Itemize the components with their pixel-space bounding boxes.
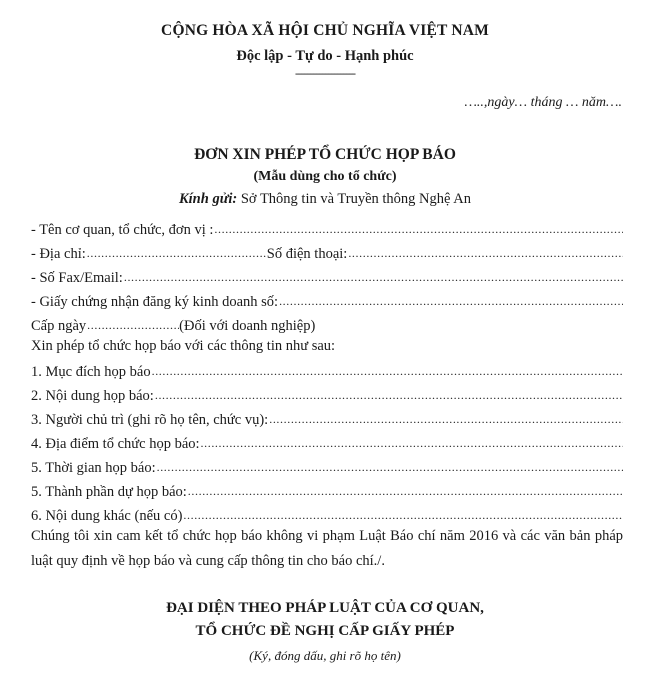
request-item-blank[interactable] [188,482,623,496]
request-item-label: 6. Nội dung khác (nếu có) [31,508,183,524]
fax-email-field [31,268,623,288]
issue-date-blank[interactable] [87,316,179,330]
request-item-label: 2. Nội dung họp báo: [31,388,154,404]
org-name-blank[interactable] [214,220,623,234]
signature-instruction: (Ký, đóng dấu, ghi rõ họ tên) [249,648,401,663]
request-item-blank[interactable] [155,386,623,400]
request-item [31,458,623,478]
request-intro: Xin phép tổ chức họp báo với các thông tin như sau: [31,338,336,354]
license-blank[interactable] [279,292,623,306]
document-subtitle: (Mẫu dùng cho tổ chức) [253,169,397,184]
recipient-label: Kính gửi: [178,191,238,207]
issue-date-label: Cấp ngày [31,318,87,334]
address-blank[interactable] [87,244,267,258]
nation-heading: CỘNG HÒA XÃ HỘI CHỦ NGHĨA VIỆT NAM [161,22,489,39]
address-phone-field [31,244,623,264]
request-item-label: 4. Địa điểm tổ chức họp báo: [31,436,200,452]
motto-heading: Độc lập - Tự do - Hạnh phúc [236,48,414,64]
request-item-label: 5. Thành phần dự họp báo: [31,484,187,500]
commitment-paragraph: Chúng tôi xin cam kết tổ chức họp báo không vi phạm Luật Báo chí năm 2016 và các văn bản pháp luật quy định về họp báo và cung cấp thông tin cho báo chí./. [31,528,623,569]
request-item-blank[interactable] [157,458,623,472]
signature-heading-line2: TỔ CHỨC ĐỀ NGHỊ CẤP GIẤY PHÉP [195,623,455,639]
signature-heading-line1: ĐẠI DIỆN THEO PHÁP LUẬT CỦA CƠ QUAN, [166,600,484,616]
fax-email-blank[interactable] [124,268,623,282]
request-item [31,362,623,382]
request-item [31,482,623,502]
request-item-blank[interactable] [201,434,623,448]
address-label: - Địa chỉ: [31,246,86,262]
license-field [31,292,623,312]
request-item [31,410,623,430]
fax-email-label: - Số Fax/Email: [31,270,123,286]
issue-date-field [31,316,315,336]
document-title: ĐƠN XIN PHÉP TỔ CHỨC HỌP BÁO [194,146,456,163]
request-item-label: 5. Thời gian họp báo: [31,460,156,476]
request-item-label: 1. Mục đích họp báo [31,364,151,380]
issue-date-note: (Đối với doanh nghiệp) [179,318,316,334]
org-name-field [31,220,623,240]
request-item-blank[interactable] [183,506,623,520]
recipient-line [0,191,650,208]
request-item-label: 3. Người chủ trì (ghi rõ họ tên, chức vụ): [31,412,269,428]
request-item [31,386,623,406]
request-item [31,506,623,526]
phone-blank[interactable] [348,244,623,258]
motto-underline: -------------------- [295,66,355,80]
license-label: - Giấy chứng nhận đăng ký kinh doanh số: [31,294,279,310]
request-item-blank[interactable] [152,362,623,376]
request-item-blank[interactable] [269,410,623,424]
recipient-value: Sở Thông tin và Truyền thông Nghệ An [237,191,472,207]
org-name-label: - Tên cơ quan, tổ chức, đơn vị : [31,222,214,238]
phone-label: Số điện thoại: [266,246,348,262]
date-line: …..,ngày… tháng … năm…. [464,95,622,110]
request-item [31,434,623,454]
